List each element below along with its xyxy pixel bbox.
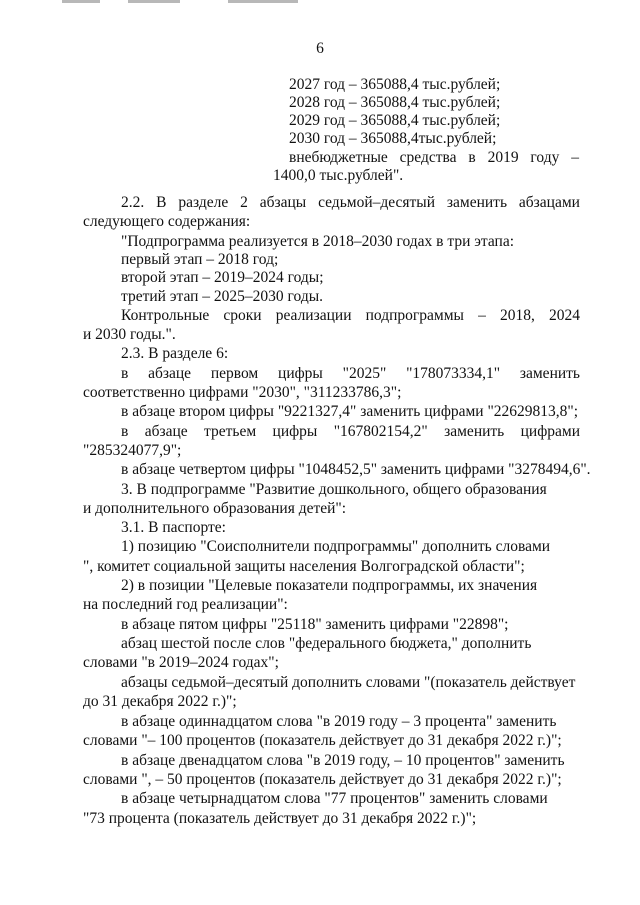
text-line: в абзаце четвертом цифры "1048452,5" заменить цифрами "3278494,6". [121, 461, 591, 478]
text-line: до 31 декабря 2022 г.)"; [83, 693, 237, 710]
text-line: словами ", – 50 процентов (показатель действует до 31 декабря 2022 г.)"; [83, 771, 562, 788]
control-dates-line: Контрольные сроки реализации подпрограммы – 2018, 2024 [121, 307, 580, 324]
section-3-heading: 3. В подпрограмме "Развитие дошкольного, общего образования [121, 481, 547, 498]
text-line: абзацы седьмой–десятый дополнить словами "(показатель действует [121, 674, 576, 691]
funding-line: 2028 год – 365088,4 тыс.рублей; [289, 94, 501, 111]
text-line: первый этап – 2018 год; [121, 251, 279, 268]
scan-mark [128, 0, 180, 3]
text-line: в абзаце втором цифры "9221327,4" заменить цифрами "22629813,8"; [121, 403, 579, 420]
text-line: в абзаце одиннадцатом слова "в 2019 году – 3 процента" заменить [121, 713, 557, 730]
text-line: в абзаце третьем цифры "167802154,2" заменить цифрами [121, 423, 580, 440]
page-number: 6 [316, 40, 324, 57]
text-line: 1) позицию "Соисполнители подпрограммы" дополнить словами [121, 538, 551, 555]
text-line: "Подпрограмма реализуется в 2018–2030 годах в три этапа: [121, 233, 515, 250]
text-line: на последний год реализации": [83, 596, 288, 613]
text-line: соответственно цифрами "2030", "311233786,3"; [83, 384, 402, 401]
funding-line: 2030 год – 365088,4тыс.рублей; [289, 130, 497, 147]
funding-line: 2029 год – 365088,4 тыс.рублей; [289, 112, 501, 129]
text-line: следующего содержания: [83, 213, 251, 230]
text-line: и дополнительного образования детей": [83, 500, 347, 517]
text-line: третий этап – 2025–2030 годы. [121, 288, 323, 305]
text-line: 3.1. В паспорте: [121, 519, 226, 536]
text-line: в абзаце пятом цифры "25118" заменить цифрами "22898"; [121, 616, 509, 633]
scan-mark [62, 0, 100, 3]
scan-mark [228, 0, 298, 3]
offbudget-line: внебюджетные средства в 2019 году – [289, 149, 579, 166]
text-line: словами "– 100 процентов (показатель действует до 31 декабря 2022 г.)"; [83, 732, 562, 749]
text-line: 2) в позиции "Целевые показатели подпрограммы, их значения [121, 577, 538, 594]
text-line: ", комитет социальной защиты населения Волгоградской области"; [83, 558, 525, 575]
text-line: "285324077,9"; [83, 442, 182, 459]
text-line: в абзаце четырнадцатом слова "77 процентов" заменить словами [121, 790, 548, 807]
text-line: в абзаце двенадцатом слова "в 2019 году, – 10 процентов" заменить [121, 752, 565, 769]
text-line: абзац шестой после слов "федерального бюджета," дополнить [121, 635, 532, 652]
text-line: словами "в 2019–2024 годах"; [83, 654, 279, 671]
funding-line: 2027 год – 365088,4 тыс.рублей; [289, 76, 501, 93]
section-2-2-heading: 2.2. В разделе 2 абзацы седьмой–десятый заменить абзацами [121, 194, 580, 211]
text-line: "73 процента (показатель действует до 31 декабря 2022 г.)"; [83, 810, 477, 827]
text-line: в абзаце первом цифры "2025" "178073334,1" заменить [121, 365, 580, 382]
text-line: и 2030 годы.". [83, 326, 176, 343]
text-line: второй этап – 2019–2024 годы; [121, 269, 324, 286]
section-2-3-heading: 2.3. В разделе 6: [121, 345, 229, 362]
offbudget-continuation: 1400,0 тыс.рублей". [273, 167, 404, 184]
